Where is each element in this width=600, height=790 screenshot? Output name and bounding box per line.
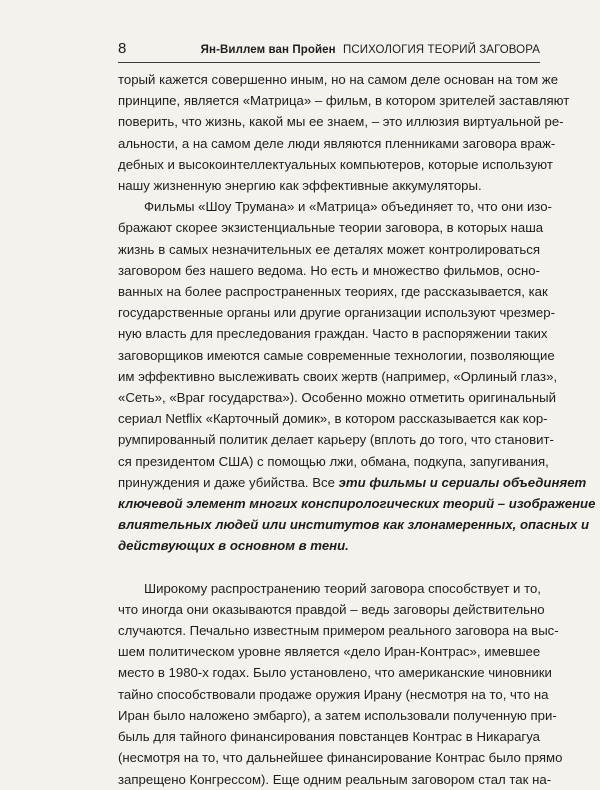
text-line: быль для тайного финансирования повстанцев Контрас в Никарагуа — [118, 729, 540, 745]
text-line: заговорщиков имеются самые современные технологии, позволяющие — [118, 347, 555, 363]
text-line: сериал Netflix «Карточный домик», в котором рассказывается как кор- — [118, 411, 548, 427]
text-line: случаются. Печально известным примером реального заговора на выс- — [118, 623, 559, 639]
text-line: шем политическом уровне является «дело Иран-Контрас», имевшее — [118, 644, 541, 660]
text-line: принципе, является «Матрица» – фильм, в котором зрителей заставляют — [118, 93, 570, 109]
text-line: влиятельных людей или институтов как злонамеренных, опасных и — [118, 517, 590, 533]
text-line: тайно способствовали продаже оружия Ирану (несмотря на то, что на — [118, 686, 549, 702]
text-line: ную власть для преследования граждан. Часто в распоряжении таких — [118, 326, 548, 342]
running-title — [201, 44, 540, 56]
running-header — [118, 40, 540, 63]
text-line: ся президентом США) с помощью лжи, обмана, подкупа, запугивания, — [118, 453, 549, 469]
text-line: государственные органы или другие организации используют чрезмер- — [118, 305, 555, 321]
text-line: «Сеть», «Враг государства»). Особенно можно отметить оригинальный — [118, 390, 556, 406]
text-line: Широкому распространению теорий заговора способствует и то, — [144, 580, 541, 596]
text-line: действующих в основном в тени. — [118, 538, 349, 554]
text-line: торый кажется совершенно иным, но на самом деле основан на том же — [118, 72, 559, 87]
text-line: (несмотря на то, что дальнейшее финансирование Контрас было прямо — [118, 750, 563, 766]
body-text — [118, 69, 596, 790]
book-title: ПСИХОЛОГИЯ ТЕОРИЙ ЗАГОВОРА — [342, 44, 540, 56]
page-number: 8 — [118, 40, 127, 57]
text-line: им эффективно выслеживать своих жертв (например, «Орлиный глаз», — [118, 368, 558, 384]
text-line: альности, а на самом деле люди являются пленниками заговора враж- — [118, 135, 556, 151]
text-line: запрещено Конгрессом). Еще одним реальным заговором стал так на- — [118, 771, 552, 787]
text-line: заговором без нашего ведома. Но есть и множество фильмов, осно- — [118, 262, 540, 278]
text-line: Фильмы «Шоу Трумана» и «Матрица» объединяет то, что они изо- — [144, 199, 552, 215]
text-line: поверить, что жизнь, какой мы ее знаем, – это иллюзия виртуальной ре- — [118, 114, 564, 130]
text-line: румпированный политик делает карьеру (вплоть до того, что становит- — [118, 432, 554, 448]
text-line: что иногда они оказываются правдой – ведь заговоры действительно — [118, 601, 545, 617]
author-name: Ян-Виллем ван Пройен — [200, 44, 336, 56]
text-line: жизнь в самых незначительных ее деталях может контролироваться — [118, 241, 540, 257]
paragraph-gap — [118, 557, 540, 578]
text-line: дебных и высокоинтеллектуальных компьютеров, которые используют — [118, 156, 553, 172]
text-line: Иран было наложено эмбарго), а затем использовали полученную при- — [118, 707, 557, 723]
text-line: ванных на более распространенных теориях, где рассказывается, как — [118, 284, 548, 300]
text-line: принуждения и даже убийства. Все эти фильмы и сериалы объединяет — [118, 474, 587, 490]
text-line: ключевой элемент многих конспирологических теорий – изображение — [118, 496, 596, 512]
text-line: бражают скорее экзистенциальные теории заговора, в которых наша — [118, 220, 544, 236]
text-line: нашу жизненную энергию как эффективные аккумуляторы. — [118, 178, 482, 194]
text-line: место в 1980-х годах. Было установлено, что американские чиновники — [118, 665, 552, 681]
